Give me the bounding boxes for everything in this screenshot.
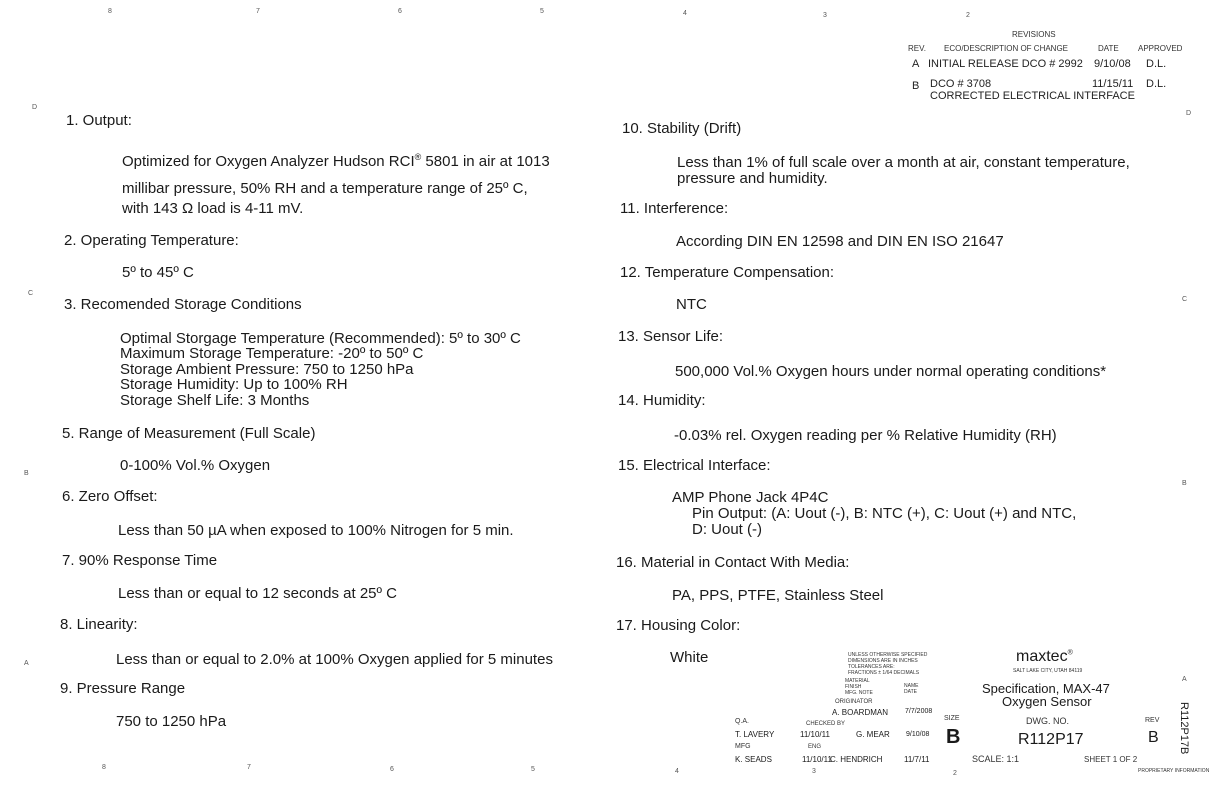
spec-heading: 9. Pressure Range <box>60 680 186 697</box>
scale-label: SCALE: 1:1 <box>972 754 1020 764</box>
grid-label: D <box>1186 110 1192 117</box>
grid-label: 7 <box>247 764 251 771</box>
revision-a-date: 9/10/08 <box>1094 58 1131 70</box>
grid-label: 5 <box>531 766 535 773</box>
spec-body-line: PA, PPS, PTFE, Stainless Steel <box>672 587 884 604</box>
checked-label: CHECKED BY <box>806 721 846 727</box>
spec-heading: 5. Range of Measurement (Full Scale) <box>62 425 316 442</box>
grid-label: 2 <box>953 770 957 777</box>
grid-label: A <box>1182 676 1187 683</box>
tolerance-notes: UNLESS OTHERWISE SPECIFIED DIMENSIONS ARE IN INCHES TOLERANCES ARE: FRACTIONS ± 1/64 DECIMALS <box>848 652 928 676</box>
spec-heading: 1. Output: <box>66 112 132 129</box>
grid-label: 5 <box>540 8 544 15</box>
revision-value: B <box>1148 729 1159 746</box>
spec-body-line: Storage Shelf Life: 3 Months <box>120 392 310 409</box>
spec-body-line: Less than or equal to 2.0% at 100% Oxygen applied for 5 minutes <box>116 651 553 668</box>
company-logo: maxtec® <box>1016 648 1073 665</box>
grid-label: 3 <box>823 12 827 19</box>
revision-a-rev: A <box>912 58 920 70</box>
material-notes: MATERIAL FINISH MFG. NOTE <box>845 678 873 696</box>
originator-label: ORIGINATOR <box>835 699 873 705</box>
spec-heading: 13. Sensor Life: <box>618 328 724 345</box>
eng-date: 11/7/11 <box>904 755 930 764</box>
spec-body-line: Pin Output: (A: Uout (-), B: NTC (+), C: Uout (+) and NTC, <box>692 505 1077 522</box>
company-address: SALT LAKE CITY, UTAH 84119 <box>1013 668 1083 674</box>
spec-body-line: Less than 1% of full scale over a month at air, constant temperature, <box>677 154 1130 171</box>
spec-body-line: D: Uout (-) <box>692 521 763 538</box>
grid-label: B <box>24 470 29 477</box>
sheet-label: SHEET 1 OF 2 <box>1084 755 1138 764</box>
spec-body-line: with 143 Ω load is 4-11 mV. <box>122 200 304 217</box>
revisions-title: REVISIONS <box>1012 30 1056 39</box>
revision-b-approved: D.L. <box>1146 78 1167 90</box>
spec-heading: 17. Housing Color: <box>616 617 741 634</box>
originator-name: A. BOARDMAN <box>832 708 889 717</box>
spec-heading: 14. Humidity: <box>618 392 706 409</box>
revision-a-desc: INITIAL RELEASE DCO # 2992 <box>928 58 1083 70</box>
eng-label: ENG <box>808 744 822 750</box>
grid-label: B <box>1182 480 1187 487</box>
size-label: SIZE <box>944 715 960 722</box>
spec-heading: 6. Zero Offset: <box>62 488 158 505</box>
qa-label: Q.A. <box>735 718 750 725</box>
spec-heading: 12. Temperature Compensation: <box>620 264 835 281</box>
mfg-name: K. SEADS <box>735 755 772 764</box>
spec-body-line: Optimized for Oxygen Analyzer Hudson RCI® 5801 in air at 1013 <box>122 152 550 170</box>
grid-label: 6 <box>398 8 402 15</box>
revisions-header-rev: REV. <box>908 44 926 53</box>
spec-body-line: 5º to 45º C <box>122 264 194 281</box>
rev-label: REV <box>1145 717 1160 724</box>
spec-body-line: According DIN EN 12598 and DIN EN ISO 21647 <box>676 233 1004 250</box>
qa-date: 11/10/11 <box>800 730 830 739</box>
revision-a-approved: D.L. <box>1146 58 1167 70</box>
spec-body-line: NTC <box>676 296 707 313</box>
grid-label: 8 <box>108 8 112 15</box>
dwg-label: DWG. NO. <box>1026 716 1069 726</box>
spec-body-line: Less than or equal to 12 seconds at 25º C <box>118 585 397 602</box>
spec-body-line: Maximum Storage Temperature: -20º to 50º C <box>120 345 424 362</box>
revision-b-rev: B <box>912 80 920 92</box>
spec-heading: 8. Linearity: <box>60 616 138 633</box>
grid-label: A <box>24 660 29 667</box>
spec-body-line: Less than 50 µA when exposed to 100% Nitrogen for 5 min. <box>118 522 514 539</box>
spec-heading: 15. Electrical Interface: <box>618 457 771 474</box>
spec-body-line: millibar pressure, 50% RH and a temperature range of 25º C, <box>122 180 528 197</box>
revisions-header-desc: ECO/DESCRIPTION OF CHANGE <box>944 44 1069 53</box>
spec-body-line: pressure and humidity. <box>677 170 828 187</box>
revision-b-desc: DCO # 3708 <box>930 78 992 90</box>
mfg-label: MFG <box>735 743 751 750</box>
grid-label: 3 <box>812 768 816 775</box>
spec-heading: 10. Stability (Drift) <box>622 120 742 137</box>
spec-body-line: 500,000 Vol.% Oxygen hours under normal operating conditions* <box>675 363 1107 380</box>
spec-body-line: Storage Humidity: Up to 100% RH <box>120 376 348 393</box>
originator-date: 7/7/2008 <box>905 708 933 715</box>
spec-body-line: 0-100% Vol.% Oxygen <box>120 457 271 474</box>
eng-name: C. HENDRICH <box>830 755 883 764</box>
proprietary-label: PROPRIETARY INFORMATION <box>1138 768 1210 774</box>
side-drawing-number: R112P17B <box>1178 702 1190 755</box>
grid-label: D <box>32 104 38 111</box>
spec-heading: 16. Material in Contact With Media: <box>616 554 850 571</box>
revisions-header-approved: APPROVED <box>1138 44 1183 53</box>
drawing-number: R112P17 <box>1018 731 1084 748</box>
drawing-title-line2: Oxygen Sensor <box>1002 694 1092 709</box>
revisions-header-date: DATE <box>1098 44 1119 53</box>
spec-body-line: Storage Ambient Pressure: 750 to 1250 hPa <box>120 361 414 378</box>
grid-label: C <box>1182 296 1188 303</box>
qa-name: T. LAVERY <box>735 730 775 739</box>
drawing-title-line1: Specification, MAX-47 <box>982 681 1110 696</box>
grid-label: 4 <box>675 768 679 775</box>
size-value: B <box>946 726 961 748</box>
grid-label: 2 <box>966 12 970 19</box>
spec-body-line: White <box>670 649 709 666</box>
grid-label: 4 <box>683 10 687 17</box>
grid-label: 7 <box>256 8 260 15</box>
spec-heading: 7. 90% Response Time <box>62 552 218 569</box>
spec-body-line: 750 to 1250 hPa <box>116 713 227 730</box>
revision-b-desc2: CORRECTED ELECTRICAL INTERFACE <box>930 90 1135 102</box>
spec-body-line: AMP Phone Jack 4P4C <box>672 489 829 506</box>
revision-b-date: 11/15/11 <box>1092 78 1134 90</box>
mfg-date: 11/10/11 <box>802 755 832 764</box>
name-date-header: NAME DATE <box>904 683 919 695</box>
grid-label: C <box>28 290 34 297</box>
spec-heading: 11. Interference: <box>620 200 729 217</box>
checked-name: G. MEAR <box>856 730 890 739</box>
grid-label: 8 <box>102 764 106 771</box>
checked-date: 9/10/08 <box>906 731 930 738</box>
spec-heading: 3. Recomended Storage Conditions <box>64 296 302 313</box>
spec-body-line: -0.03% rel. Oxygen reading per % Relative Humidity (RH) <box>674 427 1057 444</box>
grid-label: 6 <box>390 766 394 773</box>
spec-heading: 2. Operating Temperature: <box>64 232 239 249</box>
spec-body-line: Optimal Storgage Temperature (Recommended): 5º to 30º C <box>120 330 521 347</box>
